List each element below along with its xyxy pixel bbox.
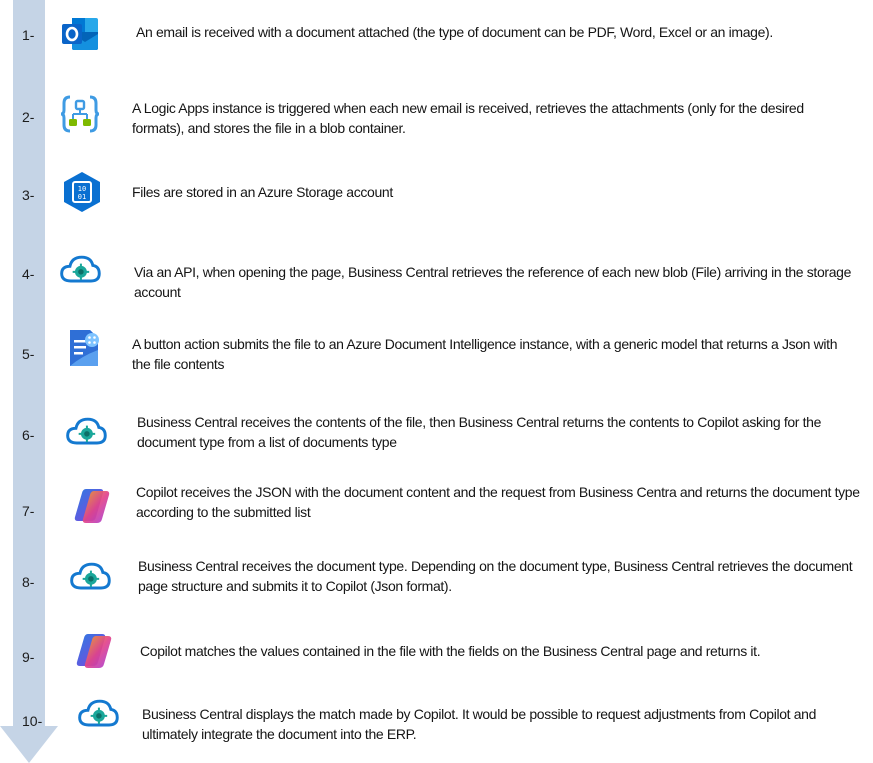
step-description: Business Central receives the contents of the file, then Business Central returns the contents to Copilot asking for the document type from a list of documents type (137, 414, 822, 450)
step-number: 1- (22, 27, 35, 43)
copilot-icon (70, 483, 114, 527)
logic-apps-icon (58, 92, 102, 136)
step-number: 2- (22, 109, 35, 125)
step-number: 3- (22, 187, 35, 203)
step-description: Business Central displays the match made by Copilot. It would be possible to request adjustments from Copilot and ultimately integrate the document into the ERP. (142, 706, 817, 742)
svg-text:01: 01 (77, 193, 87, 201)
step-description: A button action submits the file to an Azure Document Intelligence instance, with a generic model that returns a Json with the file contents (132, 336, 838, 372)
step-description: Via an API, when opening the page, Business Central retrieves the reference of each new blob (File) arriving in the storage account (134, 264, 852, 300)
business-central-cloud-icon (58, 248, 102, 292)
outlook-icon (58, 12, 102, 56)
step-description: An email is received with a document attached (the type of document can be PDF, Word, Excel or an image). (136, 24, 773, 40)
business-central-cloud-icon (76, 692, 120, 736)
step-number: 5- (22, 346, 35, 362)
step-number: 9- (22, 649, 35, 665)
step-number: 7- (22, 503, 35, 519)
copilot-icon (72, 628, 116, 672)
svg-text:10: 10 (77, 185, 87, 193)
step-number: 4- (22, 266, 35, 282)
step-description: Copilot receives the JSON with the document content and the request from Business Centra and returns the document type according to the submitted list (136, 484, 860, 520)
step-description: Business Central receives the document type. Depending on the document type, Business Central retrieves the document page structure and submits it to Copilot (Json format). (138, 558, 853, 594)
storage-blob-icon (60, 170, 104, 214)
business-central-cloud-icon (68, 555, 112, 599)
document-intelligence-icon (62, 326, 106, 370)
timeline-arrow-head (0, 726, 58, 763)
step-description: Files are stored in an Azure Storage account (132, 184, 393, 200)
step-number: 6- (22, 427, 35, 443)
step-description: A Logic Apps instance is triggered when each new email is received, retrieves the attachments (only for the desired formats), and stores the file in a blob container. (132, 100, 804, 136)
business-central-cloud-icon (64, 410, 108, 454)
step-description: Copilot matches the values contained in the file with the fields on the Business Central page and returns it. (140, 643, 761, 659)
step-number: 10- (22, 713, 43, 729)
step-number: 8- (22, 574, 35, 590)
